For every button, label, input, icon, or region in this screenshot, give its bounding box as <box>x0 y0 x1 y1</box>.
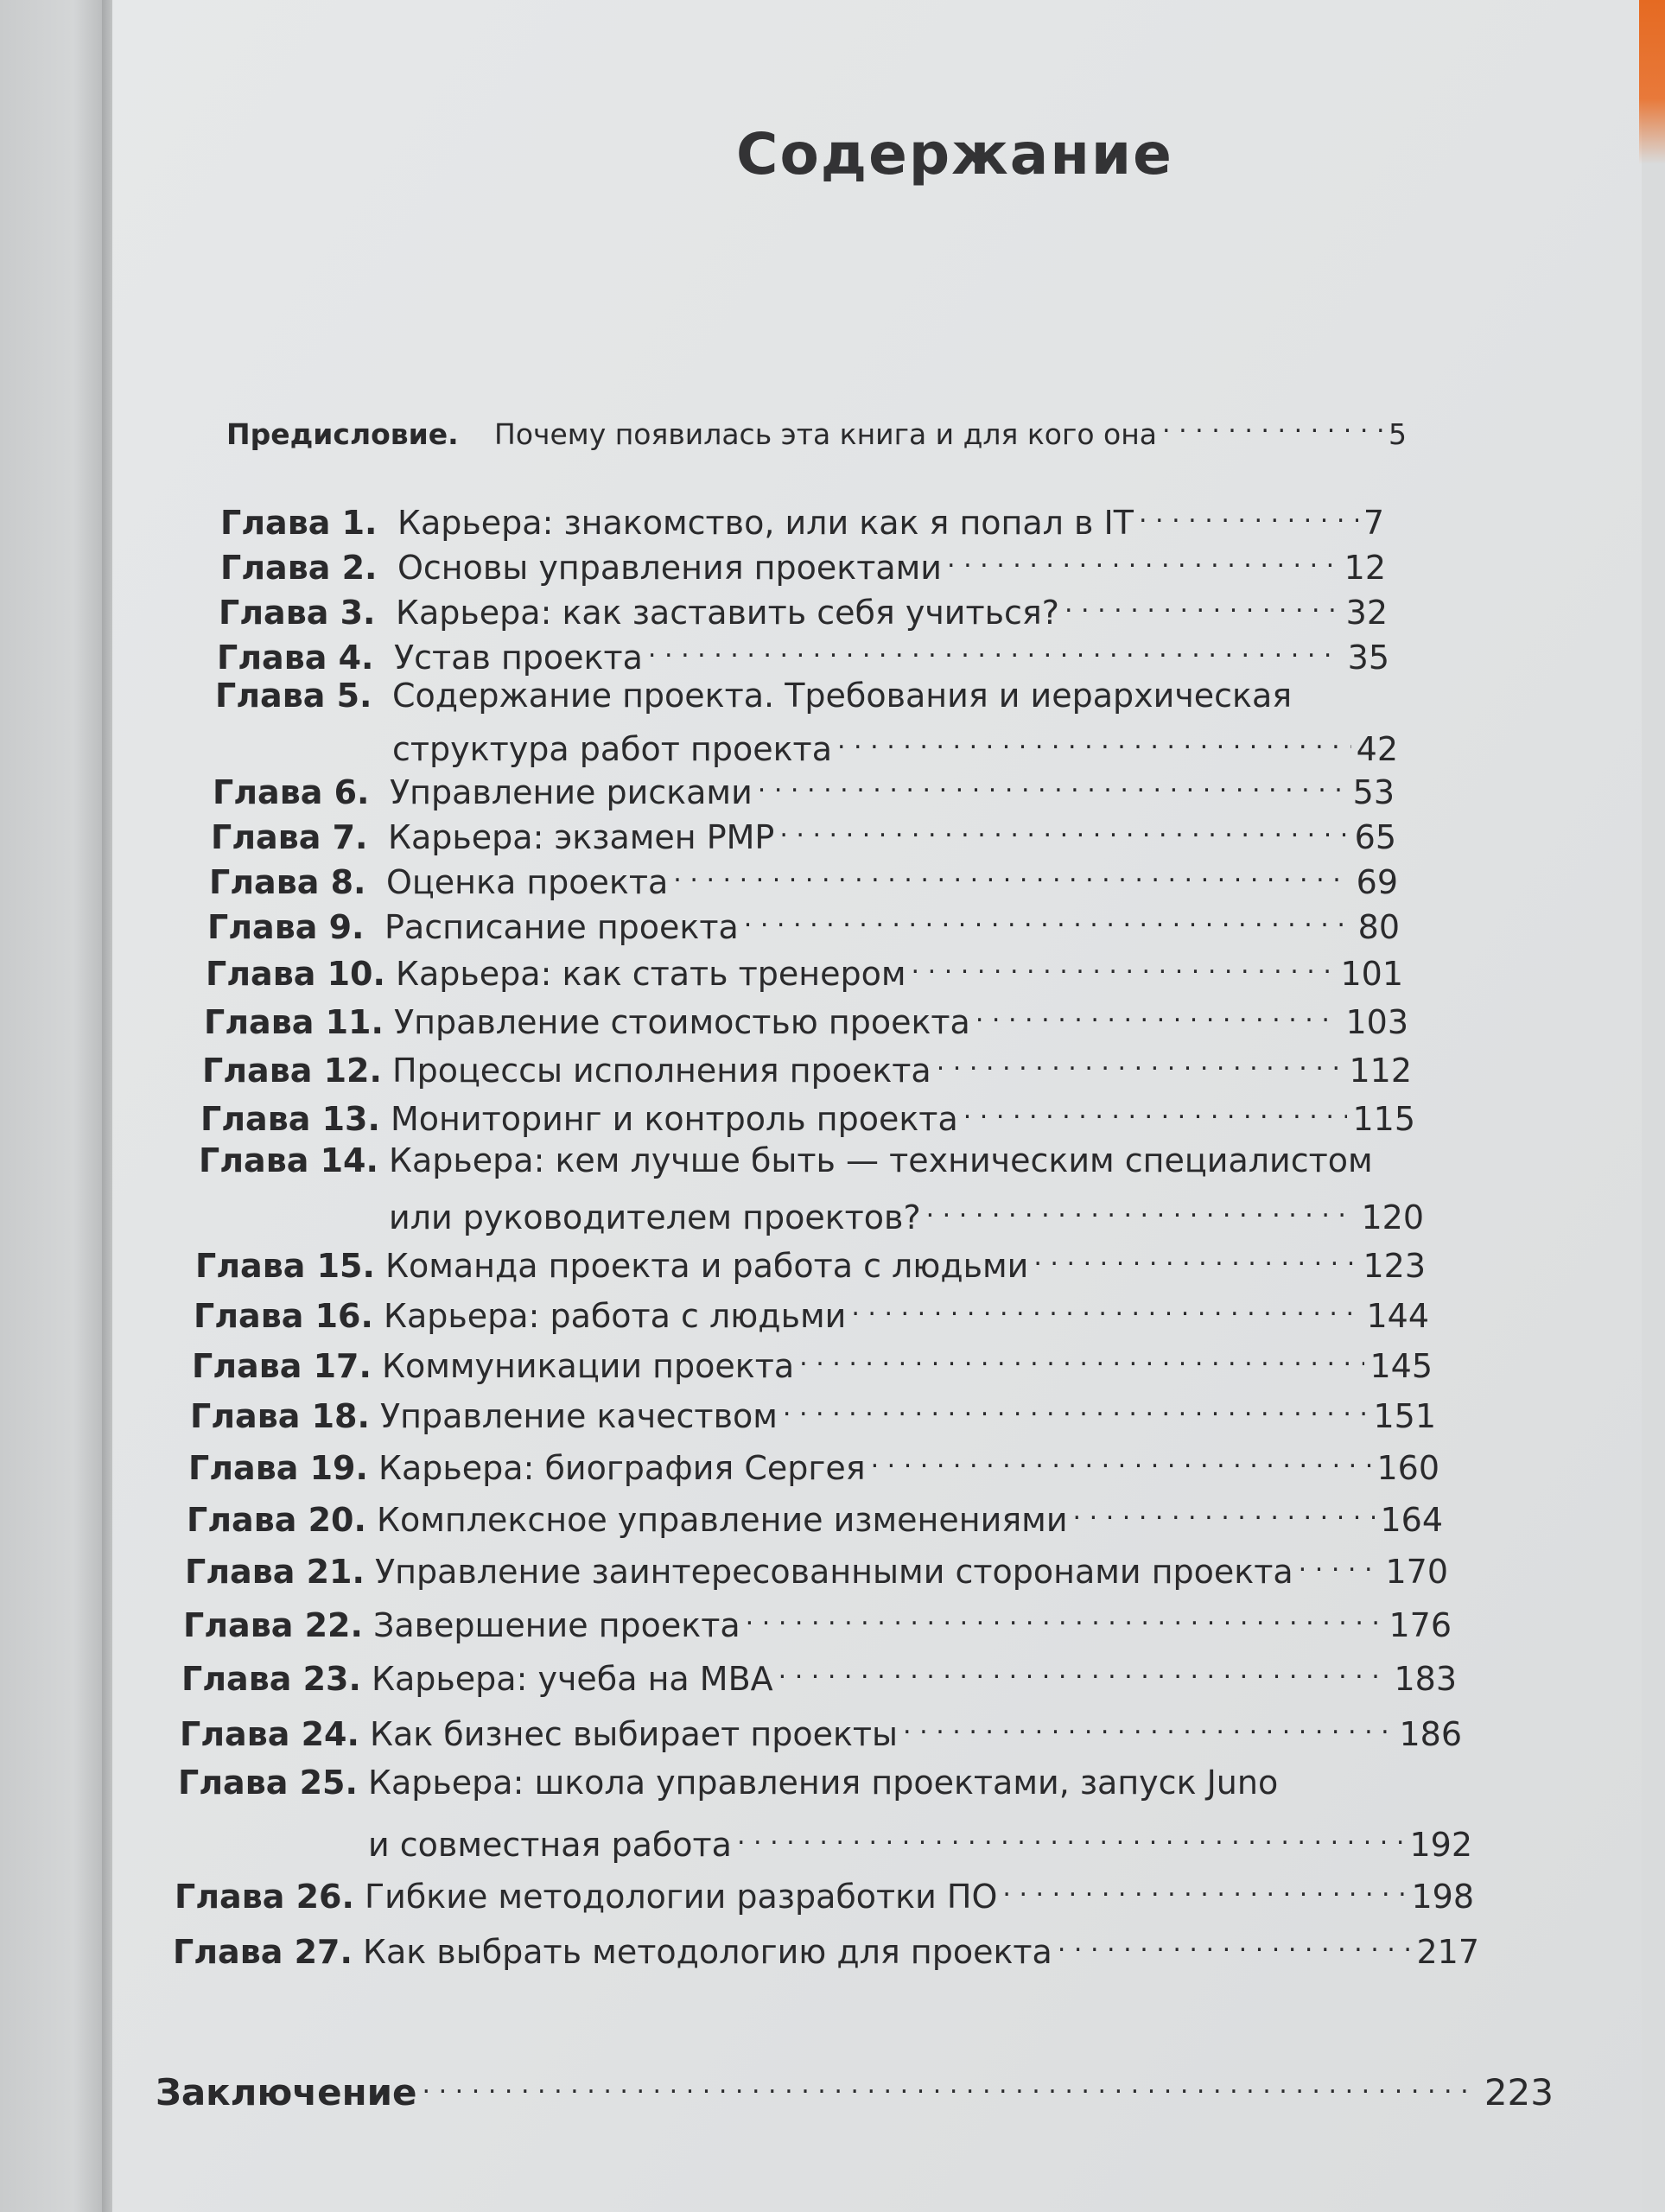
toc-page-number: 217 <box>1416 1933 1479 1971</box>
toc-entry-chapter-25-continued[interactable] <box>178 1816 1472 1865</box>
toc-entry-title: Карьера: школа управления проектами, запуск Juno <box>368 1764 1279 1802</box>
toc-entry-label: Глава 3. <box>219 594 376 632</box>
toc-entry-title: Коммуникации проекта <box>382 1347 795 1385</box>
toc-entry-chapter-12[interactable] <box>202 1042 1412 1090</box>
toc-entry-label: Глава 12. <box>202 1052 382 1090</box>
toc-entry-label: Глава 21. <box>185 1553 365 1591</box>
toc-entry-chapter-5-continued[interactable] <box>215 721 1398 769</box>
toc-entry-label: Глава 1. <box>220 504 378 542</box>
toc-page-number: 103 <box>1345 1003 1408 1041</box>
toc-page-number: 80 <box>1357 908 1400 946</box>
toc-page-number: 198 <box>1411 1878 1474 1916</box>
toc-entry-label: Глава 4. <box>217 639 374 677</box>
toc-entry-title: Как бизнес выбирает проекты <box>370 1715 899 1753</box>
toc-page-number: 144 <box>1366 1297 1429 1335</box>
dot-leader <box>937 1042 1344 1082</box>
dot-leader <box>799 1338 1364 1377</box>
toc-entry-title: Почему появилась эта книга и для кого она <box>494 417 1157 451</box>
dot-leader <box>758 764 1348 804</box>
toc-page-number: 192 <box>1409 1826 1472 1864</box>
toc-page-number: 123 <box>1363 1247 1426 1285</box>
toc-entry-chapter-9[interactable] <box>207 899 1400 947</box>
toc-entry-chapter-6[interactable] <box>213 764 1395 812</box>
toc-entry-chapter-10[interactable] <box>206 945 1403 994</box>
toc-entry-chapter-13[interactable] <box>200 1090 1415 1139</box>
toc-entry-label: Глава 16. <box>194 1297 373 1335</box>
dot-leader <box>947 539 1339 579</box>
toc-entry-label: Глава 23. <box>181 1660 361 1698</box>
toc-entry-chapter-20[interactable] <box>187 1491 1443 1540</box>
toc-entry-title: Гибкие методологии разработки ПО <box>365 1878 998 1916</box>
dot-leader <box>746 1597 1384 1637</box>
toc-entry-title: Управление стоимостью проекта <box>394 1003 970 1041</box>
toc-entry-label: Глава 10. <box>206 955 385 993</box>
book-page <box>112 0 1642 2212</box>
toc-page-number: 120 <box>1361 1198 1424 1236</box>
toc-entry-label: Глава 26. <box>175 1878 354 1916</box>
toc-entry-title: Карьера: кем лучше быть — техническим специалистом <box>389 1141 1373 1179</box>
toc-entry-chapter-5[interactable] <box>215 676 1393 715</box>
dot-leader <box>737 1816 1405 1856</box>
toc-entry-label: Глава 19. <box>188 1449 368 1487</box>
toc-entry-conclusion[interactable] <box>156 2065 1554 2113</box>
dot-leader <box>783 1388 1369 1427</box>
toc-page-number: 65 <box>1354 818 1396 856</box>
dot-leader <box>673 854 1350 893</box>
toc-entry-label: Глава 13. <box>200 1100 380 1138</box>
toc-page-number: 35 <box>1347 639 1389 677</box>
toc-entry-label: Глава 11. <box>204 1003 384 1041</box>
dot-leader <box>1064 584 1341 624</box>
dot-leader <box>778 1650 1389 1690</box>
toc-entry-label: Глава 15. <box>195 1247 375 1285</box>
toc-entry-chapter-19[interactable] <box>188 1440 1439 1488</box>
toc-page-number: 7 <box>1363 504 1384 542</box>
toc-entry-chapter-3[interactable] <box>219 584 1388 632</box>
toc-entry-label: Глава 6. <box>213 773 370 811</box>
toc-entry-preface[interactable] <box>226 404 1407 454</box>
dot-leader <box>851 1287 1361 1327</box>
toc-entry-chapter-17[interactable] <box>192 1338 1433 1386</box>
toc-entry-title: Содержание проекта. Требования и иерархическая <box>392 677 1293 715</box>
dot-leader <box>779 809 1349 849</box>
dot-leader <box>648 629 1343 669</box>
toc-page-number: 164 <box>1380 1501 1443 1539</box>
toc-entry-title: Карьера: как заставить себя учиться? <box>396 594 1059 632</box>
toc-entry-label: Глава 7. <box>211 818 368 856</box>
toc-entry-title: Комплексное управление изменениями <box>377 1501 1068 1539</box>
toc-entry-title: Управление заинтересованными сторонами проекта <box>375 1553 1293 1591</box>
toc-entry-chapter-22[interactable] <box>183 1597 1452 1645</box>
toc-entry-title: Процессы исполнения проекта <box>392 1052 931 1090</box>
toc-entry-title: Завершение проекта <box>373 1606 740 1644</box>
toc-entry-chapter-25[interactable] <box>178 1763 1467 1802</box>
toc-entry-chapter-27[interactable] <box>173 1923 1479 1972</box>
dot-leader <box>963 1090 1348 1130</box>
table-of-contents <box>112 0 1642 2212</box>
toc-entry-label: Глава 17. <box>192 1347 372 1385</box>
toc-entry-label: Глава 22. <box>183 1606 363 1644</box>
toc-entry-chapter-16[interactable] <box>194 1287 1429 1336</box>
toc-entry-label: Глава 9. <box>207 908 365 946</box>
dot-leader <box>903 1706 1394 1745</box>
toc-page-number: 42 <box>1356 730 1398 768</box>
toc-entry-title: Карьера: знакомство, или как я попал в IT <box>397 504 1134 542</box>
dot-leader <box>1058 1923 1412 1963</box>
toc-entry-title: Карьера: работа с людьми <box>384 1297 847 1335</box>
dot-leader <box>975 994 1341 1033</box>
toc-entry-label: Глава 8. <box>209 863 366 901</box>
toc-entry-title: Команда проекта и работа с людьми <box>385 1247 1029 1285</box>
toc-entry-chapter-14-continued[interactable] <box>199 1189 1424 1237</box>
toc-page-number: 160 <box>1376 1449 1439 1487</box>
toc-page-number: 151 <box>1373 1397 1436 1435</box>
dot-leader <box>1162 404 1383 444</box>
previous-page-edge <box>0 0 105 2212</box>
toc-entry-chapter-2[interactable] <box>220 539 1386 588</box>
dot-leader <box>423 2065 1479 2105</box>
toc-page-number: 53 <box>1352 773 1395 811</box>
toc-entry-title: Карьера: биография Сергея <box>378 1449 866 1487</box>
toc-entry-label: Заключение <box>156 2071 417 2113</box>
dot-leader <box>1299 1543 1381 1583</box>
toc-page-number: 170 <box>1385 1553 1448 1591</box>
toc-page-number: 32 <box>1345 594 1388 632</box>
toc-page-number: 183 <box>1394 1660 1457 1698</box>
toc-entry-title: Как выбрать методологию для проекта <box>363 1933 1052 1971</box>
toc-entry-chapter-1[interactable] <box>220 494 1384 543</box>
toc-entry-title: Расписание проекта <box>384 908 739 946</box>
toc-page-number: 176 <box>1389 1606 1452 1644</box>
toc-entry-label: Глава 14. <box>199 1141 378 1179</box>
dot-leader <box>1002 1868 1406 1908</box>
toc-entry-label: Глава 27. <box>173 1933 353 1971</box>
toc-entry-label: Глава 5. <box>215 677 372 715</box>
toc-page-number: 145 <box>1369 1347 1433 1385</box>
toc-page-number: 5 <box>1389 417 1407 451</box>
dot-leader <box>837 721 1351 760</box>
toc-entry-label: Глава 25. <box>178 1764 358 1802</box>
toc-entry-title: Карьера: учеба на MBA <box>372 1660 773 1698</box>
toc-entry-chapter-7[interactable] <box>211 809 1396 857</box>
toc-entry-chapter-15[interactable] <box>195 1237 1426 1286</box>
dot-leader <box>744 899 1353 938</box>
toc-entry-chapter-23[interactable] <box>181 1650 1457 1699</box>
toc-entry-title: Мониторинг и контроль проекта <box>391 1100 958 1138</box>
toc-entry-title: Основы управления проектами <box>397 549 942 587</box>
toc-entry-label: Глава 2. <box>220 549 378 587</box>
toc-page-number: 12 <box>1344 549 1386 587</box>
toc-page-number: 115 <box>1352 1100 1415 1138</box>
toc-entry-label: Глава 24. <box>180 1715 359 1753</box>
toc-entry-chapter-21[interactable] <box>185 1543 1448 1592</box>
dot-leader <box>1073 1491 1376 1531</box>
dot-leader <box>926 1189 1357 1229</box>
toc-page-number: 223 <box>1484 2071 1554 2113</box>
toc-entry-title: и совместная работа <box>368 1826 732 1864</box>
dot-leader <box>1139 494 1358 534</box>
toc-entry-label: Глава 20. <box>187 1501 366 1539</box>
toc-entry-label: Предисловие. <box>226 417 459 451</box>
toc-entry-chapter-8[interactable] <box>209 854 1398 902</box>
toc-entry-title: или руководителем проектов? <box>389 1198 921 1236</box>
toc-entry-title: Оценка проекта <box>386 863 669 901</box>
toc-entry-title: Карьера: как стать тренером <box>396 955 906 993</box>
toc-entry-title: структура работ проекта <box>392 730 832 768</box>
toc-entry-title: Устав проекта <box>394 639 643 677</box>
toc-page-number: 112 <box>1349 1052 1412 1090</box>
toc-entry-chapter-26[interactable] <box>175 1868 1474 1916</box>
dot-leader <box>871 1440 1372 1479</box>
toc-page-number: 69 <box>1356 863 1398 901</box>
toc-entry-chapter-14[interactable] <box>199 1141 1419 1180</box>
toc-entry-title: Карьера: экзамен PMP <box>388 818 775 856</box>
page-title: Содержание <box>736 121 1173 188</box>
toc-entry-chapter-4[interactable] <box>217 629 1389 677</box>
toc-page-number: 186 <box>1399 1715 1462 1753</box>
book-cover-edge <box>1639 0 1665 164</box>
toc-entry-title: Управление рисками <box>390 773 753 811</box>
dot-leader <box>912 945 1336 985</box>
toc-entry-label: Глава 18. <box>190 1397 370 1435</box>
toc-entry-title: Управление качеством <box>380 1397 778 1435</box>
dot-leader <box>1033 1237 1357 1277</box>
toc-entry-chapter-24[interactable] <box>180 1706 1462 1754</box>
toc-page-number: 101 <box>1340 955 1403 993</box>
toc-entry-chapter-18[interactable] <box>190 1388 1436 1436</box>
toc-entry-chapter-11[interactable] <box>204 994 1408 1042</box>
